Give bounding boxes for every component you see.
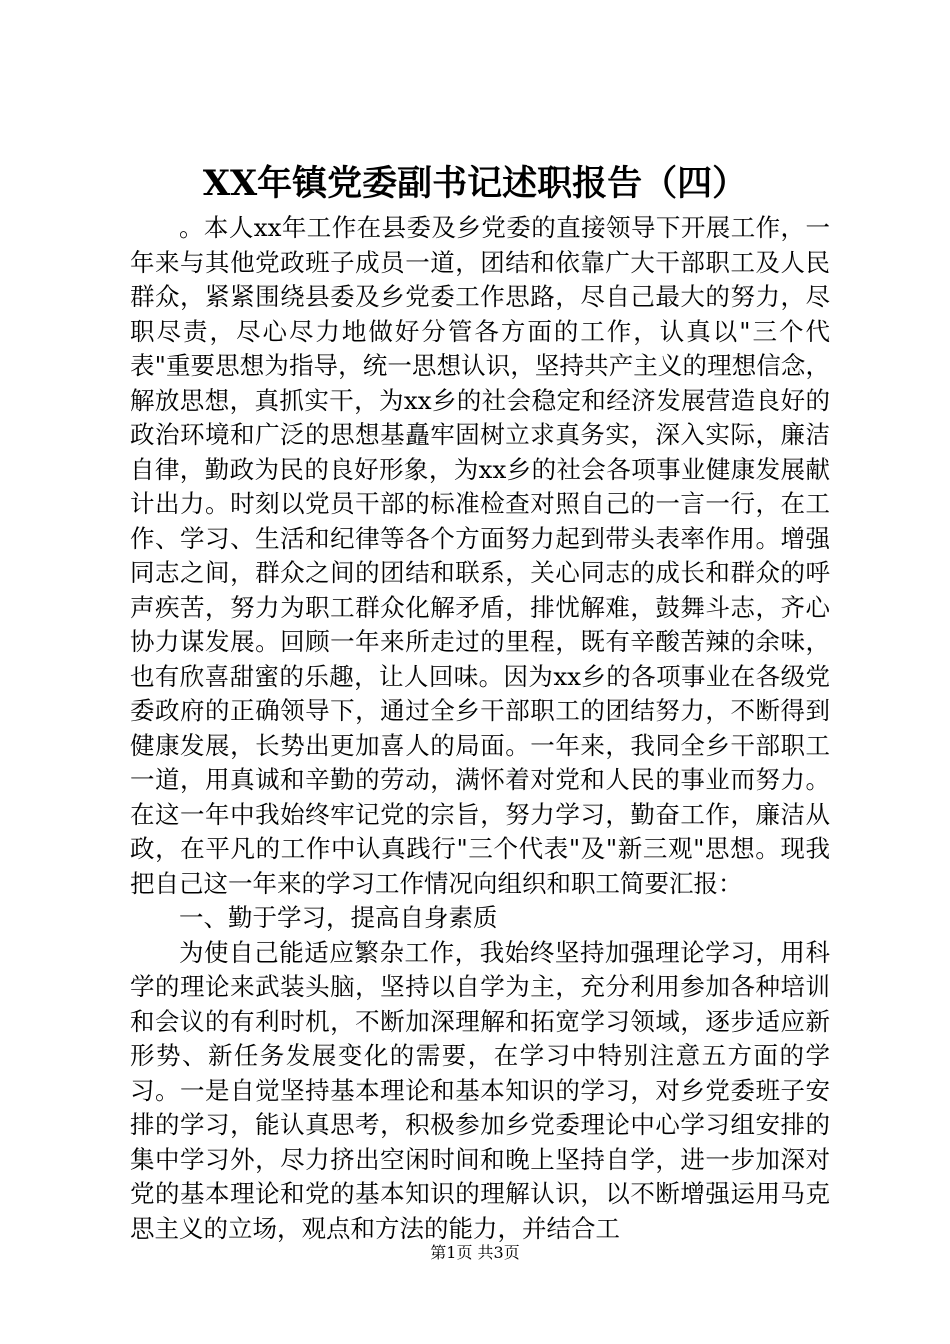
paragraph-study: 为使自己能适应繁杂工作，我始终坚持加强理论学习，用科学的理论来武装头脑，坚持以自学为主，充分利用参加各种培训和会议的有利时机，不断加深理解和拓宽学习领域，逐步适应新形势、新任务发展变化的需要，在学习中特别注意五方面的学习。一是自觉坚持基本理论和基本知识的学习，对乡党委班子安排的学习，能认真思考，积极参加乡党委理论中心学习组安排的集中学习外，尽力挤出空闲时间和晚上坚持自学，进一步加深对党的基本理论和党的基本知识的理解认识，以不断增强运用马克思主义的立场，观点和方法的能力，并结合工 <box>130 937 830 1243</box>
paragraph-intro: 。本人xx年工作在县委及乡党委的直接领导下开展工作，一年来与其他党政班子成员一道，团结和依靠广大干部职工及人民群众，紧紧围绕县委及乡党委工作思路，尽自己最大的努力，尽职尽责，尽心尽力地做好分管各方面的工作，认真以"三个代表"重要思想为指导，统一思想认识，坚持共产主义的理想信念，解放思想，真抓实干，为xx乡的社会稳定和经济发展营造良好的政治环境和广泛的思想基矗牢固树立求真务实，深入实际，廉洁自律，勤政为民的良好形象，为xx乡的社会各项事业健康发展献计出力。时刻以党员干部的标准检查对照自己的一言一行，在工作、学习、生活和纪律等各个方面努力起到带头表率作用。增强同志之间，群众之间的团结和联系，关心同志的成长和群众的呼声疾苦，努力为职工群众化解矛盾，排忧解难，鼓舞斗志，齐心协力谋发展。回顾一年来所走过的里程，既有辛酸苦辣的余味，也有欣喜甜蜜的乐趣，让人回味。因为xx乡的各项事业在各级党委政府的正确领导下，通过全乡干部职工的团结努力，不断得到健康发展，长势出更加喜人的局面。一年来，我同全乡干部职工一道，用真诚和辛勤的劳动，满怀着对党和人民的事业而努力。在这一年中我始终牢记党的宗旨，努力学习，勤奋工作，廉洁从政，在平凡的工作中认真践行"三个代表"及"新三观"思想。现我把自己这一年来的学习工作情况向组织和职工简要汇报： <box>130 213 830 898</box>
section-heading-study: 一、勤于学习，提高自身素质 <box>179 903 498 932</box>
page-number-footer: 第1页 共3页 <box>430 1243 520 1262</box>
document-title: XX年镇党委副书记述职报告（四） <box>202 163 748 204</box>
document-body <box>130 211 830 1246</box>
